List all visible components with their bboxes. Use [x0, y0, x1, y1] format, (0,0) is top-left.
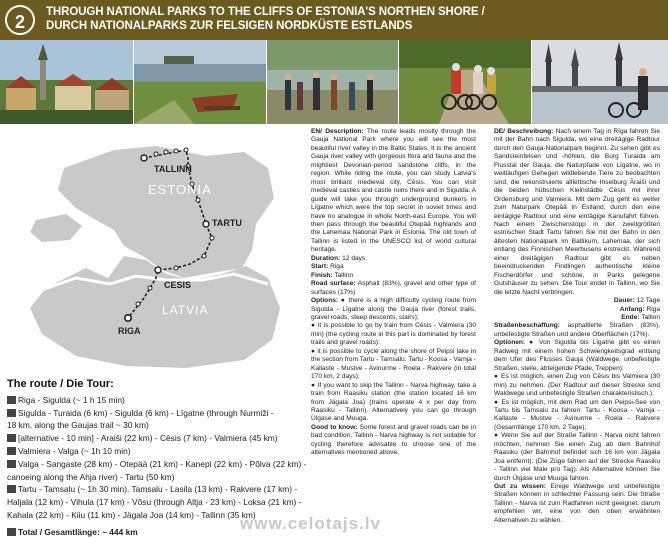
en-option: ● it is possible to cycle along the shore of Peipsi lake in the section from Tartu - Tamsalu: Tartu - Koosa - Varnja - Kallaste - Mustve - Avinurme - Roela - Rakvere (in total 170 km, 2 days);	[311, 347, 476, 381]
train-icon	[7, 447, 16, 455]
en-duration: 12 days	[342, 254, 366, 262]
route-map	[6, 128, 306, 373]
train-icon	[7, 485, 16, 493]
route-line: Kahala (22 km) - Kiiu (11 km) - Jägala Joa (14 km) - Tallinn (35 km)	[7, 509, 256, 520]
map-stop	[184, 148, 188, 152]
bike-icon	[7, 528, 16, 536]
route-line: 18 km, along the Gaujas trail ~ 30 km)	[7, 420, 149, 431]
map-stop	[154, 152, 158, 156]
route-line: [alternative - 10 min] - Araiši (22 km) - Cēsis (7 km) - Valmiera (45 km)	[7, 432, 307, 445]
de-end: Tallinn	[641, 313, 660, 321]
photo-riga-skyline	[532, 40, 668, 124]
tour-number-badge: 2	[5, 5, 35, 35]
title-banner	[0, 0, 668, 40]
map-label-gulf: GULF OF	[86, 253, 121, 262]
map-label-latvia: LATVIA	[162, 303, 209, 317]
map-stop	[196, 198, 200, 202]
map-stop	[174, 149, 178, 153]
en-start: Riga	[330, 263, 344, 271]
map-stop	[141, 155, 147, 161]
map-label-gulf-riga: RIGA	[92, 263, 112, 272]
map-label-estonia: ESTONIA	[148, 182, 212, 197]
map-label-cesis: CESIS	[164, 280, 192, 290]
photo-strip	[0, 40, 668, 124]
de-option: ● Es ist möglich, einen Zug von Cēsis bis Valmiera (30 min) zu nehmen. (Der Radtour auf dieser Strecke sind Waldwege und unbefestigte Straßen charakteristisch.);	[494, 373, 660, 398]
de-start: Riga	[646, 305, 660, 313]
en-option: ● there is a high difficulty cycling route from Sigulda - Līgatne along the Gauja river (forest trails, gravel roads, steep descents, stairs);	[311, 297, 476, 321]
map-land-islands	[30, 214, 82, 242]
map-stop	[136, 302, 140, 306]
train-icon	[7, 434, 16, 442]
map-stop	[148, 286, 152, 290]
route-line: Valmiera - Valga (~ 1h 10 min)	[7, 445, 307, 458]
photo-tallinn-old-town	[0, 40, 133, 124]
de-good-to-know: Einige Waldwege und unbefestigte Straßen können in schlechter Fassung sein. Die Straße Tallinn - Narva ist zum Radfahren nicht geeignet, darum empfehlen wir, eine von den oben erwähnten Alternativen zu wählen.	[494, 483, 661, 524]
de-description: Nach einem Tag in Rīga fahren Sie mit der Bahn nach Sigulda, wo eine dreitägige Radtour durch den Gauja-Nationalpark beginnt. Zu sehen gibt es Sandsteinfelsen und -höhlen, die Burg Turaida am Flusstal der Gauja, die Naturpfade von Līgatne, wo in weitläufigen Gehegen wildlebende Tiere zu beobachten sind, die rekonstruierte altlettische Inselburg Āraiši und die beiden hübschen Kleinstädte Cēsis mit ihrer Ordensburg und Valmiera. Mit dem Zug geht es weiter zum Naturpark Otepää in Estland, durch den eine eintägige Radtour und eine eintägige Kanufahrt führen. Nach einem Zwischenstopp in der zweitgrößten estnischen Stadt Tartu fahren Sie mit der Bahn in den ältesten Nationalpark im Baltikum, Lahemaa, der sich entlang des Finnischen Meerbusens erstreckt. Während einer dreitägigen Radtour gibt es neben beeindruckenden Findlingen authentische kleine Fischerdörfer und schöne, in Parks gelegene Gutshäuser zu sehen. Die Tour endet in Tallinn, wo Sie die letzte Nacht verbringen.	[494, 128, 660, 296]
map-stop	[164, 150, 168, 154]
tour-title	[46, 5, 485, 33]
route-heading: The route / Die Tour:	[7, 378, 114, 390]
de-road-surface: asphaltierte Straßen (83%), unbefestigte Straßen und andere Oberflächen (17%).	[494, 322, 660, 338]
bike-icon	[7, 460, 16, 468]
route-total: Total / Gesamtlänge: ~ 444 km	[7, 526, 307, 539]
de-option: ● Wenn Sie auf der Straße Tallinn - Narva nicht fahren möchten, nehmen Sie einen Zug ab dem Bahnhof Raasiku (der Bahnhof befindet sich 16 km von Jägala Joa entfernt). (Die Züge fahren auf der Strecke Raasiku - Tallinn viel Male pro Tag). Als Alternative können Sie durch Ülgase und Muuga fahren.	[494, 432, 660, 482]
map-stop-tartu	[203, 221, 209, 227]
description-en: EN/ Description: The route leads mostly through the Gauja National Park where you will see the most beautiful river valley in the Baltic States. It is the ancient Gauja river valley with gorgeous flora and fauna and the mightiest Devonian-period sandstone cliffs, in the region. While riding the route, you can study Latvia's most brilliant medieval city, Cēsis. You can visit medieval castles and castle ruins there and in Sigulda. A guide will take you through underground bunkers in Līgatne which were the top secret in soviet times and have no analogue in whole North-east Europe. You will then pass through the beautiful Otepää highlands and the Lahemaa National Park in Estonia. The old town of Tallinn is listed in the UNESCO list of world cultural heritage. Duration: 12 days Start: Riga Finish: Tallinn Road surface: Asphalt (83%), gravel and other type of surfaces (17%) Options: ● there is a high difficulty cycling route from Sigulda - Līgatne along the Gauja river (forest trails, gravel roads, steep descents, stairs); ● it is possible to go by train from Cēsis - Valmiera (30 min) (the cycling route in this part is dominated by forest trails and gravel roads); ● it is possible to cycle along the shore of Peipsi lake in the section from Tartu - Tamsalu: Tartu - Koosa - Varnja - Kallaste - Mustve - Avinurme - Roela - Rakvere (in total 170 km, 2 days); ● If you want to skip the Tallinn - Narva highway, take a train from Raasiku station (the station located 16 km from Jägala Joa) (trains operate 4 x per day from Raasiku - Tallinn). Alternatively you can go through Ülgase and Muuga. Good to know: Some forest and gravel roads can be in bad condition. Tallinn - Narva highway is not suitable for cycling therefore advisable to choose one of the alternatives mentioned above.	[311, 128, 476, 457]
map-label-tartu: TARTU	[212, 218, 242, 228]
photo-lake-boat	[134, 40, 266, 124]
route-line: canoeing along the Ahja river) - Tartu (50 km)	[7, 471, 175, 482]
map-stop	[174, 266, 178, 270]
en-option: ● If you want to skip the Tallinn - Narva highway, take a train from Raasiku station (the station located 16 km from Jägala Joa) (trains operate 4 x per day from Raasiku - Tallinn). Alternatively you can go through Ülgase and Muuga.	[311, 381, 476, 423]
de-option: ● Es ist möglich, mit dem Rad um den Peipsi-See von Tartu bis Tamsalu zu fahren: Tartu - Koosa - Varnja - Kallaste - Mustve - Avinurme - Roela - Rakvere (Gesamtlänge 170 km, 2 Tage);	[494, 398, 660, 431]
tour-title-en: THROUGH NATIONAL PARKS TO THE CLIFFS OF ESTONIA'S NORTHEN SHORE /	[46, 6, 485, 18]
route-line: Tartu - Tamsalu (~ 1h 30 min). Tamsalu - Lasila (13 km) - Rakvere (17 km) -	[7, 483, 307, 496]
de-option: ● Von Sigulda bis Līgatne gibt es einen Radweg mit einem hohen Schwierigkeitsgrad entlang dem Ufer des Flusses Gauja (Waldwege, unbefestigte Straßen, steile, abteigende Pfade, Treppen);	[494, 339, 661, 372]
en-option: ● it is possible to go by train from Cēsis - Valmiera (30 min) (the cycling route in this part is dominated by forest trails and gravel roads);	[311, 322, 476, 347]
map-stop	[202, 254, 206, 258]
en-description: The route leads mostly through the Gauja National Park where you will see the most beautiful river valley in the Baltic States. It is the ancient Gauja river valley with gorgeous flora and fauna and the mightiest Devonian-period sandstone cliffs, in the region. While riding the route, you can study Latvia's most brilliant medieval city, Cēsis. You can visit medieval castles and castle ruins there and in Sigulda. A guide will take you through underground bunkers in Līgatne which were the top secret in soviet times and have no analogue in whole North-east Europe. You will then pass through the beautiful Otepää highlands and the Lahemaa National Park in Estonia. The old town of Tallinn is listed in the UNESCO list of world cultural heritage.	[311, 128, 476, 254]
en-finish: Tallinn	[334, 271, 354, 279]
map-label-riga: RIGA	[118, 326, 141, 336]
bike-icon	[7, 409, 16, 417]
map-stop	[210, 236, 214, 240]
description-de: DE/ Beschreibung: Nach einem Tag in Rīga fahren Sie mit der Bahn nach Sigulda, wo eine dreitägige Radtour durch den Gauja-Nationalpark beginnt. Zu sehen gibt es Sandsteinfelsen und -höhlen, die Burg Turaida am Flusstal der Gauja, die Naturpfade von Līgatne, wo in weitläufigen Gehegen wildlebende Tiere zu beobachten sind, die rekonstruierte altlettische Inselburg Āraiši und die beiden hübschen Kleinstädte Cēsis mit ihrer Ordensburg und Valmiera. Mit dem Zug geht es weiter zum Naturpark Otepää in Estland, durch den eine eintägige Radtour und eine eintägige Kanufahrt führen. Nach einem Zwischenstopp in der zweitgrößten estnischen Stadt Tartu fahren Sie mit der Bahn in den ältesten Nationalpark im Baltikum, Lahemaa, der sich entlang des Finnischen Meerbusens erstreckt. Während einer dreitägigen Radtour gibt es neben beeindruckenden Findlingen authentische kleine Fischerdörfer und schöne, in Parks gelegene Gutshäuser zu sehen. Die Tour endet in Tallinn, wo Sie die letzte Nacht verbringen. Dauer: 12 Tage Anfang: Riga Ende: Tallinn Straßenbeschaffung: asphaltierte Straßen (83%), unbefestigte Straßen und andere Oberflächen (17%). Optionen: ● Von Sigulda bis Līgatne gibt es einen Radweg mit einem hohen Schwierigkeitsgrad entlang dem Ufer des Flusses Gauja (Waldwege, unbefestigte Straßen, steile, abteigende Pfade, Treppen); ● Es ist möglich, einen Zug von Cēsis bis Valmiera (30 min) zu nehmen. (Der Radtour auf dieser Strecke sind Waldwege und unbefestigte Straßen charakteristisch.); ● Es ist möglich, mit dem Rad um den Peipsi-See von Tartu bis Tamsalu zu fahren: Tartu - Koosa - Varnja - Kallaste - Mustve - Avinurme - Roela - Rakvere (Gesamtlänge 170 km, 2 Tage); ● Wenn Sie auf der Straße Tallinn - Narva nicht fahren möchten, nehmen Sie einen Zug ab dem Bahnhof Raasiku (der Bahnhof befindet sich 16 km von Jägala Joa entfernt). (Die Züge fahren auf der Strecke Raasiku - Tallinn viel Male pro Tag). Als Alternative können Sie durch Ülgase und Muuga fahren. Gut zu wissen: Einige Waldwege und unbefestigte Straßen können in schlechter Fassung sein. Die Straße Tallinn - Narva ist zum Radfahren nicht geeignet, darum empfehlen wir, eine von den oben erwähnten Alternativen zu wählen.	[494, 128, 661, 524]
route-line: Riga - Sigulda (~ 1 h 15 min)	[7, 394, 307, 407]
map-label-tallinn: TALLINN	[154, 164, 192, 174]
en-good-to-know: Some forest and gravel roads can be in bad condition. Tallinn - Narva highway is not suitable for cycling therefore advisable to choose one of the alternatives mentioned above.	[311, 423, 476, 457]
website-url: www.celotajs.lv	[240, 514, 381, 533]
route-line: Sigulda - Turaida (6 km) - Sigulda (6 km) - Līgatne (through Nurmiži -	[7, 407, 307, 420]
photo-river-group	[267, 40, 398, 124]
en-road-surface: Asphalt (83%), gravel and other type of surfaces (17%)	[311, 280, 476, 296]
tour-title-de: DURCH NATIONALPARKS ZUR FELSIGEN NORDKÜSTE ESTLANDS	[46, 20, 413, 32]
map-stop-riga	[125, 315, 131, 321]
route-line: Haljala (12 km) - Vihula (17 km) - Võsu (through Altja - 23 km) - Loksa (21 km) -	[7, 497, 302, 508]
train-icon	[7, 396, 16, 404]
photo-cyclists	[399, 40, 531, 124]
map-stop-cesis	[155, 267, 161, 273]
de-label: DE/ Beschreibung:	[494, 128, 554, 135]
route-line: Valga - Sangaste (28 km) - Otepää (21 km) - Kanepi (22 km) - Põlva (22 km) -	[7, 458, 307, 471]
en-label: EN/ Description:	[311, 128, 364, 135]
map-land-latvia	[30, 256, 280, 368]
de-duration: 12 Tage	[636, 297, 660, 305]
